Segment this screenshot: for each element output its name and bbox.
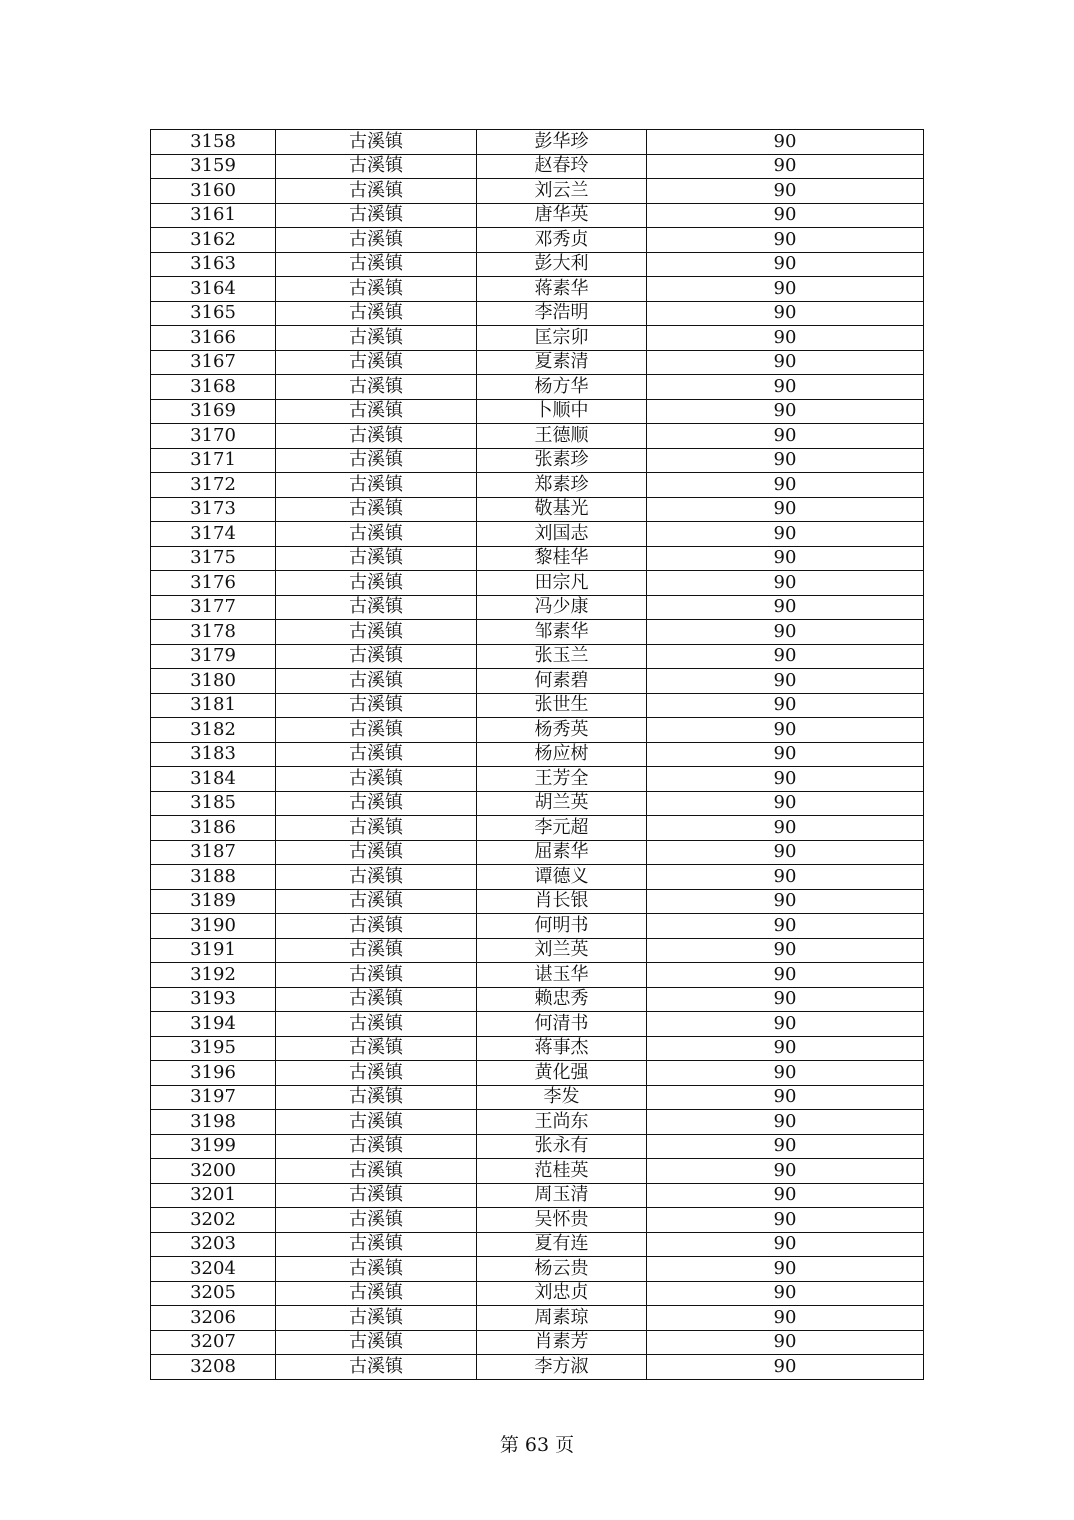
name-cell: 彭华珍 — [477, 130, 647, 155]
town-cell: 古溪镇 — [276, 1036, 477, 1061]
amount-cell: 90 — [647, 1036, 924, 1061]
serial-number-cell: 3187 — [151, 840, 276, 865]
town-cell: 古溪镇 — [276, 1306, 477, 1331]
table-row — [151, 1012, 924, 1037]
serial-number-cell: 3161 — [151, 203, 276, 228]
amount-cell: 90 — [647, 938, 924, 963]
serial-number-cell: 3170 — [151, 424, 276, 449]
table-row — [151, 1159, 924, 1184]
amount-cell: 90 — [647, 693, 924, 718]
name-cell: 张素珍 — [477, 448, 647, 473]
name-cell: 张玉兰 — [477, 644, 647, 669]
serial-number-cell: 3184 — [151, 767, 276, 792]
town-cell: 古溪镇 — [276, 252, 477, 277]
amount-cell: 90 — [647, 767, 924, 792]
name-cell: 王尚东 — [477, 1110, 647, 1135]
town-cell: 古溪镇 — [276, 1110, 477, 1135]
town-cell: 古溪镇 — [276, 865, 477, 890]
town-cell: 古溪镇 — [276, 669, 477, 694]
table-row — [151, 767, 924, 792]
serial-number-cell: 3194 — [151, 1012, 276, 1037]
town-cell: 古溪镇 — [276, 497, 477, 522]
town-cell: 古溪镇 — [276, 203, 477, 228]
town-cell: 古溪镇 — [276, 1085, 477, 1110]
serial-number-cell: 3160 — [151, 179, 276, 204]
serial-number-cell: 3159 — [151, 154, 276, 179]
name-cell: 蒋素华 — [477, 277, 647, 302]
name-cell: 卜顺中 — [477, 399, 647, 424]
serial-number-cell: 3206 — [151, 1306, 276, 1331]
town-cell: 古溪镇 — [276, 424, 477, 449]
table-row — [151, 277, 924, 302]
page-number: 第 63 页 — [499, 1434, 575, 1456]
town-cell: 古溪镇 — [276, 963, 477, 988]
town-cell: 古溪镇 — [276, 179, 477, 204]
name-cell: 冯少康 — [477, 595, 647, 620]
table-row — [151, 791, 924, 816]
amount-cell: 90 — [647, 375, 924, 400]
table-row — [151, 693, 924, 718]
town-cell: 古溪镇 — [276, 938, 477, 963]
serial-number-cell: 3188 — [151, 865, 276, 890]
table-row — [151, 301, 924, 326]
town-cell: 古溪镇 — [276, 1012, 477, 1037]
amount-cell: 90 — [647, 963, 924, 988]
town-cell: 古溪镇 — [276, 595, 477, 620]
serial-number-cell: 3162 — [151, 228, 276, 253]
name-cell: 张世生 — [477, 693, 647, 718]
table-row — [151, 987, 924, 1012]
town-cell: 古溪镇 — [276, 326, 477, 351]
serial-number-cell: 3195 — [151, 1036, 276, 1061]
serial-number-cell: 3185 — [151, 791, 276, 816]
table-row — [151, 571, 924, 596]
table-row — [151, 1281, 924, 1306]
table-row — [151, 1134, 924, 1159]
serial-number-cell: 3175 — [151, 546, 276, 571]
town-cell: 古溪镇 — [276, 1061, 477, 1086]
table-row — [151, 1330, 924, 1355]
town-cell: 古溪镇 — [276, 473, 477, 498]
table-row — [151, 203, 924, 228]
amount-cell: 90 — [647, 473, 924, 498]
town-cell: 古溪镇 — [276, 375, 477, 400]
name-cell: 杨云贵 — [477, 1257, 647, 1282]
table-row — [151, 620, 924, 645]
table-row — [151, 1085, 924, 1110]
table-row — [151, 1306, 924, 1331]
table-row — [151, 595, 924, 620]
town-cell: 古溪镇 — [276, 350, 477, 375]
name-cell: 范桂英 — [477, 1159, 647, 1184]
name-cell: 李浩明 — [477, 301, 647, 326]
amount-cell: 90 — [647, 620, 924, 645]
name-cell: 刘国志 — [477, 522, 647, 547]
serial-number-cell: 3181 — [151, 693, 276, 718]
town-cell: 古溪镇 — [276, 1232, 477, 1257]
table-row — [151, 326, 924, 351]
name-cell: 李元超 — [477, 816, 647, 841]
amount-cell: 90 — [647, 987, 924, 1012]
serial-number-cell: 3174 — [151, 522, 276, 547]
serial-number-cell: 3177 — [151, 595, 276, 620]
town-cell: 古溪镇 — [276, 767, 477, 792]
town-cell: 古溪镇 — [276, 693, 477, 718]
table-row — [151, 816, 924, 841]
serial-number-cell: 3167 — [151, 350, 276, 375]
name-cell: 屈素华 — [477, 840, 647, 865]
serial-number-cell: 3179 — [151, 644, 276, 669]
town-cell: 古溪镇 — [276, 571, 477, 596]
name-cell: 敬基光 — [477, 497, 647, 522]
town-cell: 古溪镇 — [276, 987, 477, 1012]
name-cell: 谌玉华 — [477, 963, 647, 988]
name-cell: 肖长银 — [477, 889, 647, 914]
table-row — [151, 742, 924, 767]
name-cell: 赵春玲 — [477, 154, 647, 179]
name-cell: 李发 — [477, 1085, 647, 1110]
town-cell: 古溪镇 — [276, 644, 477, 669]
table-row — [151, 130, 924, 155]
town-cell: 古溪镇 — [276, 718, 477, 743]
amount-cell: 90 — [647, 1159, 924, 1184]
amount-cell: 90 — [647, 1330, 924, 1355]
name-cell: 邓秀贞 — [477, 228, 647, 253]
amount-cell: 90 — [647, 326, 924, 351]
serial-number-cell: 3196 — [151, 1061, 276, 1086]
amount-cell: 90 — [647, 1110, 924, 1135]
serial-number-cell: 3198 — [151, 1110, 276, 1135]
serial-number-cell: 3205 — [151, 1281, 276, 1306]
amount-cell: 90 — [647, 595, 924, 620]
name-cell: 田宗凡 — [477, 571, 647, 596]
table-row — [151, 424, 924, 449]
amount-cell: 90 — [647, 130, 924, 155]
serial-number-cell: 3189 — [151, 889, 276, 914]
town-cell: 古溪镇 — [276, 399, 477, 424]
table-row — [151, 938, 924, 963]
serial-number-cell: 3168 — [151, 375, 276, 400]
name-cell: 肖素芳 — [477, 1330, 647, 1355]
table-row — [151, 252, 924, 277]
town-cell: 古溪镇 — [276, 546, 477, 571]
amount-cell: 90 — [647, 1232, 924, 1257]
serial-number-cell: 3173 — [151, 497, 276, 522]
table-row — [151, 718, 924, 743]
amount-cell: 90 — [647, 179, 924, 204]
amount-cell: 90 — [647, 1085, 924, 1110]
town-cell: 古溪镇 — [276, 791, 477, 816]
table-row — [151, 546, 924, 571]
table-row — [151, 522, 924, 547]
amount-cell: 90 — [647, 1281, 924, 1306]
serial-number-cell: 3180 — [151, 669, 276, 694]
table-row — [151, 840, 924, 865]
amount-cell: 90 — [647, 1012, 924, 1037]
amount-cell: 90 — [647, 718, 924, 743]
town-cell: 古溪镇 — [276, 1159, 477, 1184]
serial-number-cell: 3201 — [151, 1183, 276, 1208]
serial-number-cell: 3190 — [151, 914, 276, 939]
table-row — [151, 497, 924, 522]
amount-cell: 90 — [647, 203, 924, 228]
serial-number-cell: 3197 — [151, 1085, 276, 1110]
amount-cell: 90 — [647, 228, 924, 253]
name-cell: 何清书 — [477, 1012, 647, 1037]
serial-number-cell: 3204 — [151, 1257, 276, 1282]
amount-cell: 90 — [647, 865, 924, 890]
table-row — [151, 669, 924, 694]
town-cell: 古溪镇 — [276, 620, 477, 645]
serial-number-cell: 3163 — [151, 252, 276, 277]
town-cell: 古溪镇 — [276, 1355, 477, 1380]
name-cell: 夏素清 — [477, 350, 647, 375]
amount-cell: 90 — [647, 522, 924, 547]
name-cell: 杨应树 — [477, 742, 647, 767]
name-cell: 邹素华 — [477, 620, 647, 645]
name-cell: 刘兰英 — [477, 938, 647, 963]
name-cell: 王德顺 — [477, 424, 647, 449]
name-cell: 谭德义 — [477, 865, 647, 890]
table-row — [151, 1183, 924, 1208]
name-cell: 杨秀英 — [477, 718, 647, 743]
serial-number-cell: 3202 — [151, 1208, 276, 1233]
amount-cell: 90 — [647, 1208, 924, 1233]
table-row — [151, 1257, 924, 1282]
name-cell: 胡兰英 — [477, 791, 647, 816]
amount-cell: 90 — [647, 840, 924, 865]
roster-table-body — [151, 130, 924, 1380]
name-cell: 刘忠贞 — [477, 1281, 647, 1306]
amount-cell: 90 — [647, 1134, 924, 1159]
amount-cell: 90 — [647, 669, 924, 694]
table-row — [151, 1036, 924, 1061]
name-cell: 吴怀贵 — [477, 1208, 647, 1233]
serial-number-cell: 3207 — [151, 1330, 276, 1355]
town-cell: 古溪镇 — [276, 277, 477, 302]
name-cell: 彭大利 — [477, 252, 647, 277]
town-cell: 古溪镇 — [276, 1330, 477, 1355]
town-cell: 古溪镇 — [276, 228, 477, 253]
serial-number-cell: 3208 — [151, 1355, 276, 1380]
amount-cell: 90 — [647, 252, 924, 277]
town-cell: 古溪镇 — [276, 1257, 477, 1282]
town-cell: 古溪镇 — [276, 1208, 477, 1233]
table-row — [151, 399, 924, 424]
serial-number-cell: 3176 — [151, 571, 276, 596]
name-cell: 刘云兰 — [477, 179, 647, 204]
table-row — [151, 865, 924, 890]
name-cell: 李方淑 — [477, 1355, 647, 1380]
table-row — [151, 889, 924, 914]
serial-number-cell: 3166 — [151, 326, 276, 351]
table-row — [151, 473, 924, 498]
table-row — [151, 228, 924, 253]
amount-cell: 90 — [647, 497, 924, 522]
town-cell: 古溪镇 — [276, 522, 477, 547]
table-row — [151, 179, 924, 204]
amount-cell: 90 — [647, 1061, 924, 1086]
serial-number-cell: 3164 — [151, 277, 276, 302]
serial-number-cell: 3172 — [151, 473, 276, 498]
name-cell: 张永有 — [477, 1134, 647, 1159]
name-cell: 赖忠秀 — [477, 987, 647, 1012]
serial-number-cell: 3165 — [151, 301, 276, 326]
serial-number-cell: 3182 — [151, 718, 276, 743]
town-cell: 古溪镇 — [276, 742, 477, 767]
serial-number-cell: 3169 — [151, 399, 276, 424]
table-row — [151, 1208, 924, 1233]
table-row — [151, 448, 924, 473]
name-cell: 周素琼 — [477, 1306, 647, 1331]
town-cell: 古溪镇 — [276, 448, 477, 473]
amount-cell: 90 — [647, 350, 924, 375]
table-row — [151, 644, 924, 669]
table-row — [151, 914, 924, 939]
amount-cell: 90 — [647, 571, 924, 596]
town-cell: 古溪镇 — [276, 154, 477, 179]
amount-cell: 90 — [647, 1355, 924, 1380]
town-cell: 古溪镇 — [276, 889, 477, 914]
name-cell: 匡宗卯 — [477, 326, 647, 351]
amount-cell: 90 — [647, 546, 924, 571]
amount-cell: 90 — [647, 424, 924, 449]
amount-cell: 90 — [647, 791, 924, 816]
name-cell: 蒋事杰 — [477, 1036, 647, 1061]
name-cell: 唐华英 — [477, 203, 647, 228]
amount-cell: 90 — [647, 914, 924, 939]
serial-number-cell: 3178 — [151, 620, 276, 645]
amount-cell: 90 — [647, 816, 924, 841]
town-cell: 古溪镇 — [276, 816, 477, 841]
amount-cell: 90 — [647, 644, 924, 669]
amount-cell: 90 — [647, 277, 924, 302]
table-row — [151, 375, 924, 400]
table-row — [151, 1355, 924, 1380]
serial-number-cell: 3192 — [151, 963, 276, 988]
name-cell: 王芳全 — [477, 767, 647, 792]
name-cell: 黄化强 — [477, 1061, 647, 1086]
name-cell: 何素碧 — [477, 669, 647, 694]
name-cell: 何明书 — [477, 914, 647, 939]
town-cell: 古溪镇 — [276, 1134, 477, 1159]
town-cell: 古溪镇 — [276, 1281, 477, 1306]
serial-number-cell: 3200 — [151, 1159, 276, 1184]
name-cell: 郑素珍 — [477, 473, 647, 498]
name-cell: 夏有连 — [477, 1232, 647, 1257]
town-cell: 古溪镇 — [276, 130, 477, 155]
amount-cell: 90 — [647, 1257, 924, 1282]
amount-cell: 90 — [647, 399, 924, 424]
name-cell: 周玉清 — [477, 1183, 647, 1208]
amount-cell: 90 — [647, 742, 924, 767]
name-cell: 杨方华 — [477, 375, 647, 400]
table-row — [151, 350, 924, 375]
amount-cell: 90 — [647, 1183, 924, 1208]
serial-number-cell: 3203 — [151, 1232, 276, 1257]
table-row — [151, 1061, 924, 1086]
name-cell: 黎桂华 — [477, 546, 647, 571]
roster-table — [150, 129, 924, 1380]
serial-number-cell: 3193 — [151, 987, 276, 1012]
serial-number-cell: 3186 — [151, 816, 276, 841]
town-cell: 古溪镇 — [276, 914, 477, 939]
serial-number-cell: 3158 — [151, 130, 276, 155]
serial-number-cell: 3191 — [151, 938, 276, 963]
town-cell: 古溪镇 — [276, 840, 477, 865]
table-row — [151, 963, 924, 988]
amount-cell: 90 — [647, 448, 924, 473]
table-row — [151, 154, 924, 179]
town-cell: 古溪镇 — [276, 301, 477, 326]
serial-number-cell: 3199 — [151, 1134, 276, 1159]
serial-number-cell: 3183 — [151, 742, 276, 767]
amount-cell: 90 — [647, 1306, 924, 1331]
table-row — [151, 1232, 924, 1257]
serial-number-cell: 3171 — [151, 448, 276, 473]
town-cell: 古溪镇 — [276, 1183, 477, 1208]
amount-cell: 90 — [647, 154, 924, 179]
amount-cell: 90 — [647, 889, 924, 914]
table-row — [151, 1110, 924, 1135]
amount-cell: 90 — [647, 301, 924, 326]
